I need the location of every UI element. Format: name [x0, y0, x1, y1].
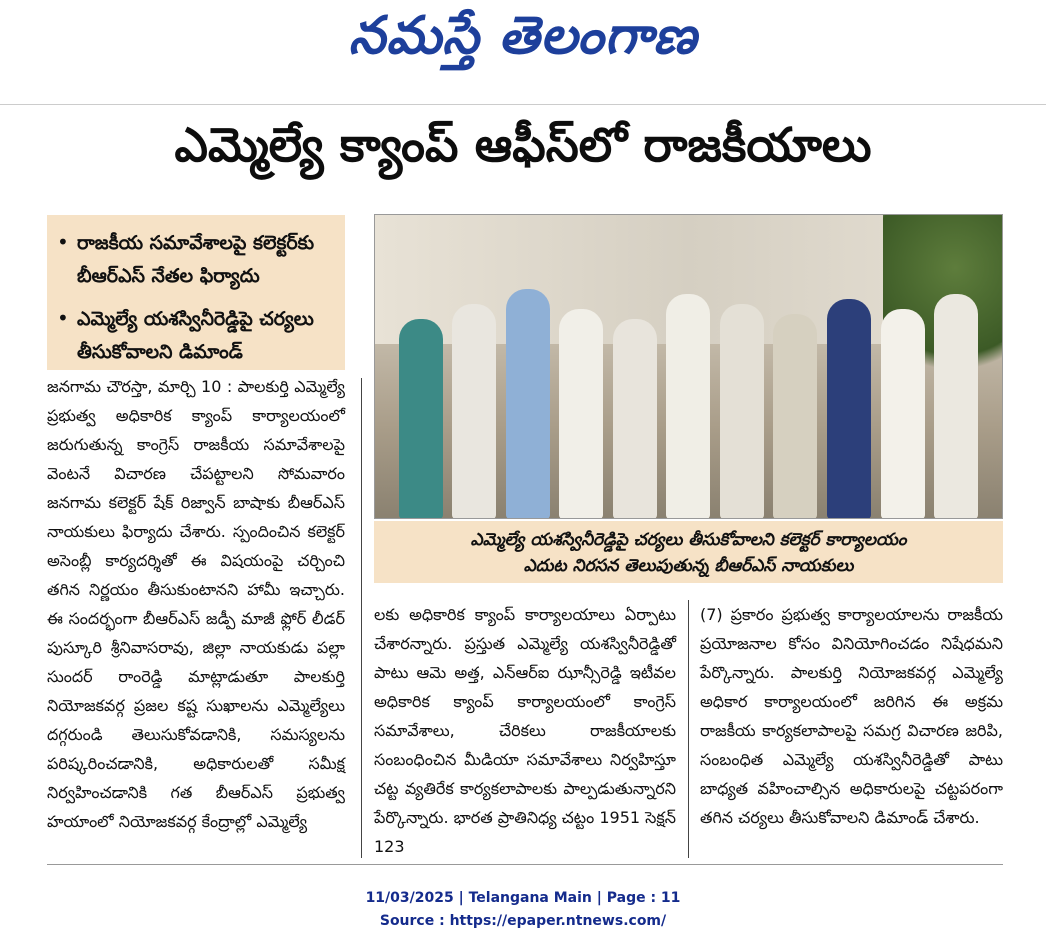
photo-person: [506, 289, 550, 519]
photo-person: [452, 304, 496, 519]
caption-line: ఎమ్మెల్యే యశస్వినీరెడ్డిపై చర్యలు తీసుకోవాలని కలెక్టర్ కార్యాలయం: [470, 530, 907, 550]
masthead-divider: [0, 104, 1046, 105]
news-photo: [374, 214, 1003, 519]
body-column-3: (7) ప్రకారం ప్రభుత్వ కార్యాలయాలను రాజకీయ ప్రయోజనాల కోసం వినియోగించడం నిషేధమని పేర్కొన్నారు. పాలకుర్తి నియోజకవర్గ ఎమ్మెల్యే అధికార కార్యాలయంలో జరిగిన ఈ అక్రమ రాజకీయ కార్యకలాపాలపై సమగ్ర విచారణ జరిపి, సంబంధిత ఎమ్మెల్యే యశస్వినీరెడ్డితో పాటు బాధ్యత వహించాల్సిన అధికారులపై చట్టపరంగా తగిన చర్యలు తీసుకోవాలని డిమాండ్ చేశారు.: [700, 605, 1003, 827]
body-column-1: జనగామ చౌరస్తా, మార్చి 10 : పాలకుర్తి ఎమ్మెల్యే ప్రభుత్వ అధికారిక క్యాంప్ కార్యాలయంలో జరుగుతున్న కాంగ్రెస్ రాజకీయ సమావేశాలపై వెంటనే విచారణ చేపట్టాలని సోమవారం జనగామ కలెక్టర్ షేక్ రిజ్వాన్ బాషాకు బీఆర్‌ఎస్ నాయకులు ఫిర్యాదు చేశారు. స్పందించిన కలెక్టర్ అసెంబ్లీ కార్యదర్శితో ఈ విషయంపై చర్చించి తగిన నిర్ణయం తీసుకుంటానని హామీ ఇచ్చారు. ఈ సందర్భంగా బీఆర్‌ఎస్ జడ్పీ మాజీ ఫ్లోర్ లీడర్ పుస్కూరి శ్రీనివాసరావు, జిల్లా నాయకుడు పల్లా సుందర్ రాంరెడ్డి మాట్లాడుతూ పాలకుర్తి నియోజకవర్గ ప్రజల కష్ట సుఖాలను ఎమ్మెల్యేలు దగ్గరుండి తెలుసుకోవడానికి, సమస్యలను పరిష్కరించడానికి, అధికారులతో సమీక్ష నిర్వహించడానికి గత బీఆర్‌ఎస్ ప్రభుత్వ హయాంలో నియోజకవర్గ కేంద్రాల్లో ఎమ్మెల్యే: [47, 377, 345, 831]
bullet-icon: •: [57, 306, 69, 330]
article-headline: ఎమ్మెల్యే క్యాంప్ ఆఫీస్‌లో రాజకీయాలు: [174, 118, 872, 173]
body-column-2: లకు అధికారిక క్యాంప్ కార్యాలయాలు ఏర్పాటు చేశారన్నారు. ప్రస్తుత ఎమ్మెల్యే యశస్వినీరెడ్డితో పాటు ఆమె అత్త, ఎన్‌ఆర్‌ఐ ఝాన్సీరెడ్డి ఇటీవల అధికారిక క్యాంప్ కార్యాలయంలో కాంగ్రెస్ సమావేశాలు, చేరికలు రాజకీయాలకు సంబంధించిన మీడియా సమావేశాలు నిర్వహిస్తూ చట్ట వ్యతిరేక కార్యకలాపాలకు పాల్పడుతున్నారని పేర్కొన్నారు. భారత ప్రాతినిధ్య చట్టం 1951 సెక్షన్ 123: [374, 605, 676, 856]
column-divider: [688, 600, 689, 858]
bullet-icon: •: [57, 230, 69, 254]
photo-person: [934, 294, 978, 519]
photo-protesters: [394, 274, 983, 519]
photo-person: [399, 319, 443, 519]
column-divider: [361, 378, 362, 858]
kicker-text: రాజకీయ సమావేశాలపై కలెక్టర్‌కు బీఆర్‌ఎస్ నేతల ఫిర్యాదు: [77, 232, 315, 287]
photo-person: [613, 319, 657, 519]
photo-person: [559, 309, 603, 519]
newspaper-masthead: నమస్తే తెలంగాణ: [348, 6, 698, 66]
footer-date-page: 11/03/2025 | Telangana Main | Page : 11: [365, 890, 681, 906]
kicker-item: [57, 303, 337, 369]
photo-person: [827, 299, 871, 519]
kicker-text: ఎమ్మెల్యే యశస్వినీరెడ్డిపై చర్యలు తీసుకోవాలని డిమాండ్: [77, 308, 314, 363]
caption-line: ఎదుట నిరసన తెలుపుతున్న బీఆర్‌ఎస్ నాయకులు: [523, 556, 854, 576]
photo-person: [666, 294, 710, 519]
photo-caption: [374, 521, 1003, 583]
kicker-box: [47, 215, 345, 370]
footer-source: Source : https://epaper.ntnews.com/: [379, 913, 667, 929]
photo-person: [881, 309, 925, 519]
photo-person: [773, 314, 817, 519]
kicker-item: [57, 227, 337, 293]
photo-person: [720, 304, 764, 519]
bottom-divider: [47, 864, 1003, 865]
